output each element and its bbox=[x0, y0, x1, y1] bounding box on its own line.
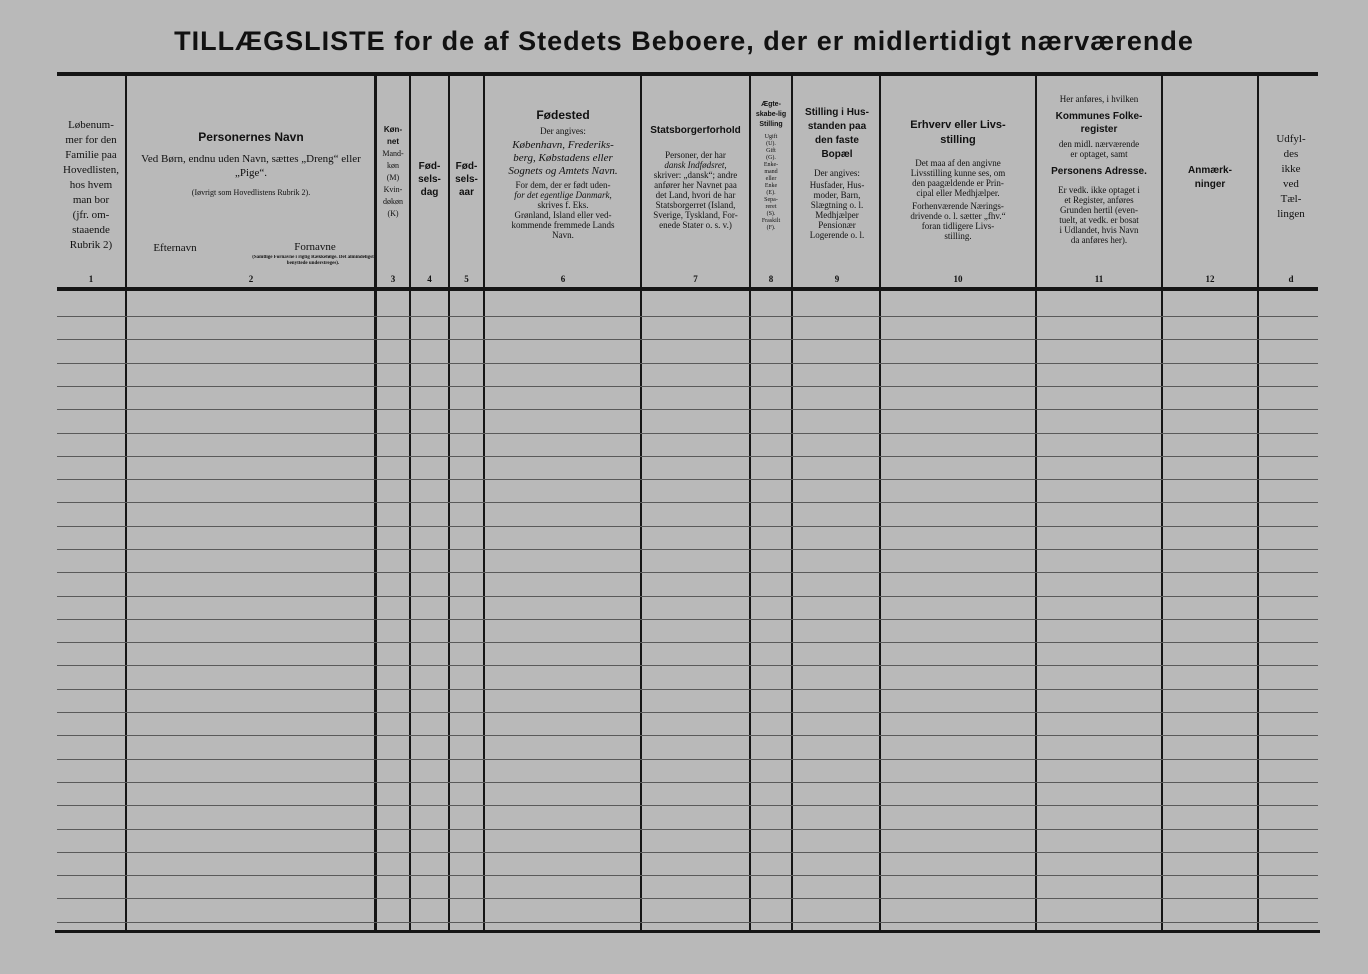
column-divider bbox=[125, 76, 127, 930]
column-d-number: d bbox=[1288, 274, 1294, 284]
column-4-header: Fød- sels- dag bbox=[418, 161, 441, 198]
form-row-line bbox=[57, 316, 1318, 317]
column-divider bbox=[448, 76, 450, 930]
form-row-line bbox=[57, 689, 1318, 690]
form-row-line bbox=[57, 433, 1318, 434]
column-9-heading: Stilling i Hus-standen paa den faste Bopæl bbox=[805, 107, 869, 160]
form-row-line bbox=[57, 875, 1318, 876]
column-9-number: 9 bbox=[834, 274, 840, 284]
form-row-line bbox=[57, 456, 1318, 457]
column-10-number: 10 bbox=[953, 274, 963, 284]
column-10-header: Erhverv eller Livs-stilling Det maa af den angivne Livsstilling kunne ses, om den paagældende er Prin- cipal eller Medhjælper. Forhenværende Nærings- drivende o. l. sætter „fhv.“ foran tidligere Livs- stilling. bbox=[881, 118, 1035, 241]
column-d-header: Udfyl- des ikke ved Tæl- lingen bbox=[1276, 133, 1306, 220]
column-9-header: Stilling i Hus-standen paa den faste Bopæl Der angives: Husfader, Hus- moder, Barn, Slægtning o. l. Medhjælper Pensionær Logerende o. l. bbox=[795, 106, 879, 240]
form-row-line bbox=[57, 829, 1318, 830]
form-row-line bbox=[57, 619, 1318, 620]
column-2-surname-label: Efternavn bbox=[153, 243, 197, 253]
column-11-number: 11 bbox=[1094, 274, 1104, 284]
column-2-header: Personernes Navn Ved Børn, endnu uden Navn, sættes „Dreng“ eller „Pige“. (Iøvrigt som Hovedlistens Rubrik 2). bbox=[128, 130, 374, 200]
form-row-line bbox=[57, 642, 1318, 643]
form-row-line bbox=[57, 339, 1318, 340]
column-8-heading: Ægte-skabe-lig Stilling bbox=[755, 101, 787, 128]
top-rule bbox=[57, 72, 1318, 76]
column-10-heading: Erhverv eller Livs-stilling bbox=[910, 119, 1006, 146]
form-row-line bbox=[57, 898, 1318, 899]
form-row-line bbox=[57, 386, 1318, 387]
form-row-line bbox=[57, 502, 1318, 503]
column-7-heading: Statsborgerforhold bbox=[650, 126, 741, 136]
column-7-header: Statsborgerforhold Personer, der har dansk Indfødsret, skriver: „dansk“; andre anfører her Navnet paa det Land, hvori de har Statsborgerret (Island, Sverige, Tyskland, For- enede Stater o. s. v.) bbox=[642, 126, 749, 230]
column-1-number: 1 bbox=[88, 274, 94, 284]
form-title: TILLÆGSLISTE for de af Stedets Beboere, der er midlertidigt nærværende bbox=[174, 26, 1194, 56]
column-2-forenames-note: (Samtlige Fornavne i rigtig Rækkefølge. Det almindeligst benyttede understreges). bbox=[252, 255, 374, 266]
column-8-header: Ægte-skabe-lig Stilling Ugift (U). Gift (G). Enke- mand eller Enke (E). Sepa- reret (S). Fraskilt (F). bbox=[751, 100, 791, 232]
form-row-line bbox=[57, 782, 1318, 783]
form-row-line bbox=[57, 712, 1318, 713]
column-6-header: Fødested Der angives: København, Frederiks- berg, Købstadens eller Sognets og Amtets Navn. For dem, der er født uden- for det egentlige Danmark, skrives f. Eks. Grønland, Island eller ved- kommende fremmede Lands Navn. bbox=[486, 108, 640, 240]
form-row-line bbox=[57, 409, 1318, 410]
column-2-heading: Personernes Navn bbox=[198, 130, 304, 144]
column-divider bbox=[791, 76, 793, 930]
column-2-number: 2 bbox=[248, 274, 254, 284]
form-row-line bbox=[57, 363, 1318, 364]
column-divider bbox=[1161, 76, 1163, 930]
column-1-header: Løbenum- mer for den Familie paa Hovedlisten, hos hvem man bor (jfr. om- staaende Rubrik 2) bbox=[63, 119, 119, 251]
column-12-heading: Anmærk-ninger bbox=[1188, 165, 1232, 190]
form-row-line bbox=[57, 526, 1318, 527]
column-11-header: Her anføres, i hvilken Kommunes Folke-register den midl. nærværende er optaget, samt Personens Adresse. Er vedk. ikke optaget i et Register, anføres Grunden hertil (even- tuelt, at vedk. er bosat i Udlandet, hvis Navn da anføres her). bbox=[1037, 94, 1161, 245]
form-row-line bbox=[57, 479, 1318, 480]
column-12-header bbox=[1163, 164, 1257, 192]
form-row-line bbox=[57, 665, 1318, 666]
bottom-rule bbox=[55, 930, 1320, 933]
column-6-number: 6 bbox=[560, 274, 566, 284]
column-divider bbox=[483, 76, 485, 930]
column-5-header: Fød- sels- aar bbox=[455, 161, 478, 198]
column-11-heading: Kommunes Folke-register bbox=[1055, 111, 1143, 135]
column-7-number: 7 bbox=[693, 274, 698, 284]
column-5-number: 5 bbox=[464, 274, 469, 284]
column-2-forenames-label: Fornavne bbox=[294, 242, 336, 252]
form-row-line bbox=[57, 572, 1318, 573]
form-row-line bbox=[57, 759, 1318, 760]
column-8-number: 8 bbox=[768, 274, 774, 284]
header-bottom-rule bbox=[57, 287, 1318, 291]
form-row-line bbox=[57, 549, 1318, 550]
form-row-line bbox=[57, 922, 1318, 923]
column-4-number: 4 bbox=[427, 274, 432, 284]
form-row-line bbox=[57, 852, 1318, 853]
form-row-line bbox=[57, 735, 1318, 736]
form-row-line bbox=[57, 805, 1318, 806]
column-divider bbox=[409, 76, 411, 930]
column-6-heading: Fødested bbox=[536, 108, 590, 122]
column-3-header: Køn- net Mand- køn (M) Kvin- døkøn (K) bbox=[382, 125, 404, 218]
form-row-line bbox=[57, 596, 1318, 597]
column-12-number: 12 bbox=[1205, 274, 1215, 284]
column-3-number: 3 bbox=[390, 274, 396, 284]
column-11-heading2: Personens Adresse. bbox=[1051, 166, 1147, 177]
